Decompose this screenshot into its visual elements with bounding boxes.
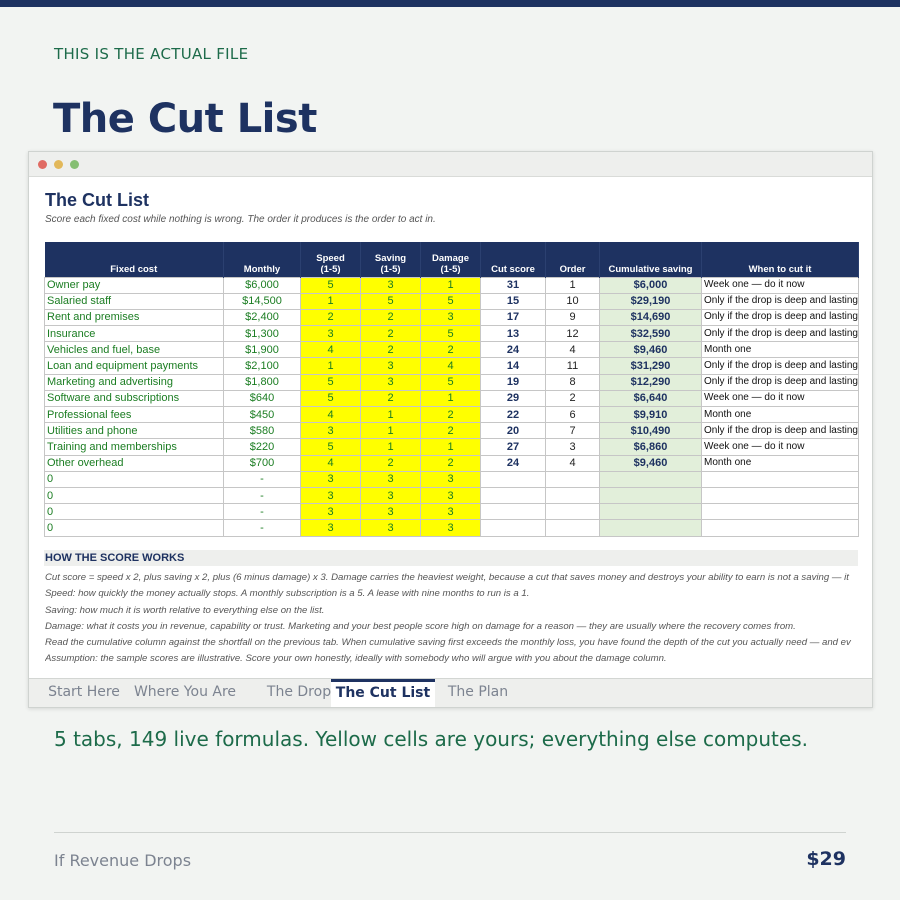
cut-score-cell[interactable] <box>481 487 546 503</box>
speed-input-cell[interactable]: 1 <box>301 293 361 309</box>
score-note: Cut score = speed x 2, plus saving x 2, plus (6 minus damage) x 3. Damage carries the heaviest weight, because a cut that saves money and destroys your ability to earn is not a saving — it <box>45 572 849 583</box>
maximize-window-dot-icon[interactable] <box>70 160 79 169</box>
saving-input-cell[interactable]: 1 <box>361 423 421 439</box>
tab-the-cut-list[interactable]: The Cut List <box>331 679 435 707</box>
monthly-cell[interactable]: $700 <box>224 455 301 471</box>
when-to-cut-cell[interactable] <box>702 471 859 487</box>
cumulative-saving-cell[interactable]: $14,690 <box>600 309 702 325</box>
when-to-cut-cell[interactable]: Week one — do it now <box>702 390 859 406</box>
table-row <box>45 309 859 325</box>
cut-score-cell[interactable]: 31 <box>481 277 546 293</box>
fixed-cost-cell[interactable]: Loan and equipment payments <box>45 358 224 374</box>
when-to-cut-cell[interactable]: Only if the drop is deep and lasting <box>702 309 859 325</box>
cumulative-saving-cell[interactable]: $29,190 <box>600 293 702 309</box>
fixed-cost-cell[interactable]: Training and memberships <box>45 439 224 455</box>
speed-input-cell[interactable]: 3 <box>301 520 361 536</box>
fixed-cost-cell[interactable]: Professional fees <box>45 407 224 423</box>
fixed-cost-cell[interactable]: Salaried staff <box>45 293 224 309</box>
spreadsheet-window <box>28 151 873 708</box>
order-cell[interactable]: 9 <box>546 309 600 325</box>
table-row <box>45 471 859 487</box>
speed-input-cell[interactable]: 2 <box>301 309 361 325</box>
tab-start-here[interactable]: Start Here <box>48 684 120 700</box>
damage-input-cell[interactable]: 3 <box>421 504 481 520</box>
monthly-cell[interactable]: $220 <box>224 439 301 455</box>
cumulative-saving-cell[interactable] <box>600 487 702 503</box>
saving-input-cell[interactable]: 1 <box>361 439 421 455</box>
col-damage-header[interactable]: Damage (1-5) <box>421 242 481 277</box>
monthly-cell[interactable]: - <box>224 520 301 536</box>
col-cumulative-saving-header[interactable]: Cumulative saving <box>600 242 702 277</box>
saving-input-cell[interactable]: 3 <box>361 504 421 520</box>
when-to-cut-cell[interactable]: Week one — do it now <box>702 439 859 455</box>
eyebrow-text: THIS IS THE ACTUAL FILE <box>54 45 249 63</box>
cut-score-cell[interactable]: 13 <box>481 326 546 342</box>
fixed-cost-cell[interactable]: 0 <box>45 471 224 487</box>
saving-input-cell[interactable]: 2 <box>361 455 421 471</box>
score-note: Saving: how much it is worth relative to everything else on the list. <box>45 604 325 616</box>
fixed-cost-cell[interactable]: Utilities and phone <box>45 423 224 439</box>
fixed-cost-cell[interactable]: Rent and premises <box>45 309 224 325</box>
sheet-subtitle: Score each fixed cost while nothing is wrong. The order it produces is the order to act in. <box>45 214 436 225</box>
when-to-cut-cell[interactable]: Only if the drop is deep and lasting <box>702 374 859 390</box>
order-cell[interactable]: 4 <box>546 455 600 471</box>
table-row <box>45 423 859 439</box>
how-score-works-heading: HOW THE SCORE WORKS <box>44 550 858 566</box>
score-notes <box>45 570 858 668</box>
saving-input-cell[interactable]: 5 <box>361 293 421 309</box>
table-row <box>45 504 859 520</box>
damage-input-cell[interactable]: 2 <box>421 455 481 471</box>
cut-score-cell[interactable]: 17 <box>481 309 546 325</box>
damage-input-cell[interactable]: 2 <box>421 423 481 439</box>
order-cell[interactable]: 6 <box>546 407 600 423</box>
cut-score-cell[interactable]: 29 <box>481 390 546 406</box>
monthly-cell[interactable]: - <box>224 471 301 487</box>
cut-score-cell[interactable]: 22 <box>481 407 546 423</box>
fixed-cost-cell[interactable]: Other overhead <box>45 455 224 471</box>
cut-score-cell[interactable]: 19 <box>481 374 546 390</box>
when-to-cut-cell[interactable]: Month one <box>702 407 859 423</box>
cut-score-cell[interactable] <box>481 504 546 520</box>
headline: The Cut List <box>53 96 317 142</box>
saving-input-cell[interactable]: 3 <box>361 374 421 390</box>
table-row <box>45 455 859 471</box>
table-row <box>45 342 859 358</box>
cut-score-cell[interactable] <box>481 471 546 487</box>
monthly-cell[interactable]: $1,900 <box>224 342 301 358</box>
order-cell[interactable]: 8 <box>546 374 600 390</box>
table-row <box>45 390 859 406</box>
cumulative-saving-cell[interactable]: $10,490 <box>600 423 702 439</box>
monthly-cell[interactable]: - <box>224 487 301 503</box>
saving-input-cell[interactable]: 2 <box>361 390 421 406</box>
fixed-cost-cell[interactable]: Vehicles and fuel, base <box>45 342 224 358</box>
when-to-cut-cell[interactable]: Only if the drop is deep and lasting <box>702 358 859 374</box>
table-row <box>45 407 859 423</box>
when-to-cut-cell[interactable]: Month one <box>702 342 859 358</box>
cumulative-saving-cell[interactable] <box>600 520 702 536</box>
cut-score-cell[interactable]: 27 <box>481 439 546 455</box>
damage-input-cell[interactable]: 1 <box>421 390 481 406</box>
order-cell[interactable]: 4 <box>546 342 600 358</box>
fixed-cost-cell[interactable]: 0 <box>45 520 224 536</box>
speed-input-cell[interactable]: 4 <box>301 342 361 358</box>
saving-input-cell[interactable]: 2 <box>361 342 421 358</box>
damage-input-cell[interactable]: 3 <box>421 309 481 325</box>
saving-input-cell[interactable]: 3 <box>361 471 421 487</box>
speed-input-cell[interactable]: 5 <box>301 277 361 293</box>
saving-input-cell[interactable]: 2 <box>361 309 421 325</box>
speed-input-cell[interactable]: 3 <box>301 326 361 342</box>
table-row <box>45 277 859 293</box>
table-header-row <box>45 242 859 277</box>
cumulative-saving-cell[interactable]: $6,860 <box>600 439 702 455</box>
order-cell[interactable]: 3 <box>546 439 600 455</box>
minimize-window-dot-icon[interactable] <box>54 160 63 169</box>
fixed-cost-cell[interactable]: Marketing and advertising <box>45 374 224 390</box>
sheet-title: The Cut List <box>45 190 149 210</box>
table-row <box>45 358 859 374</box>
cut-score-cell[interactable]: 24 <box>481 342 546 358</box>
cumulative-saving-cell[interactable]: $6,000 <box>600 277 702 293</box>
when-to-cut-cell[interactable]: Only if the drop is deep and lasting <box>702 423 859 439</box>
saving-input-cell[interactable]: 3 <box>361 277 421 293</box>
monthly-cell[interactable]: $14,500 <box>224 293 301 309</box>
cumulative-saving-cell[interactable]: $31,290 <box>600 358 702 374</box>
when-to-cut-cell[interactable]: Only if the drop is deep and lasting <box>702 326 859 342</box>
speed-input-cell[interactable]: 3 <box>301 504 361 520</box>
monthly-cell[interactable]: $1,800 <box>224 374 301 390</box>
saving-input-cell[interactable]: 3 <box>361 358 421 374</box>
damage-input-cell[interactable]: 5 <box>421 374 481 390</box>
cumulative-saving-cell[interactable]: $6,640 <box>600 390 702 406</box>
cut-score-cell[interactable]: 14 <box>481 358 546 374</box>
when-to-cut-cell[interactable] <box>702 487 859 503</box>
order-cell[interactable] <box>546 520 600 536</box>
table-row <box>45 520 859 536</box>
order-cell[interactable] <box>546 487 600 503</box>
damage-input-cell[interactable]: 3 <box>421 487 481 503</box>
cut-score-cell[interactable]: 20 <box>481 423 546 439</box>
damage-input-cell[interactable]: 3 <box>421 520 481 536</box>
footer-divider <box>54 832 846 833</box>
tab-the-plan[interactable]: The Plan <box>447 684 509 700</box>
speed-input-cell[interactable]: 4 <box>301 455 361 471</box>
window-chrome <box>29 152 872 177</box>
order-cell[interactable]: 1 <box>546 277 600 293</box>
table-row <box>45 487 859 503</box>
tab-the-drop[interactable]: The Drop <box>266 684 332 700</box>
speed-input-cell[interactable]: 5 <box>301 374 361 390</box>
cumulative-saving-cell[interactable]: $9,460 <box>600 455 702 471</box>
fixed-cost-cell[interactable]: 0 <box>45 487 224 503</box>
order-cell[interactable]: 10 <box>546 293 600 309</box>
cumulative-saving-cell[interactable]: $12,290 <box>600 374 702 390</box>
order-cell[interactable] <box>546 471 600 487</box>
cut-score-cell[interactable]: 24 <box>481 455 546 471</box>
monthly-cell[interactable]: $450 <box>224 407 301 423</box>
col-monthly-header[interactable]: Monthly <box>224 242 301 277</box>
table-row <box>45 374 859 390</box>
order-cell[interactable]: 11 <box>546 358 600 374</box>
order-cell[interactable] <box>546 504 600 520</box>
cumulative-saving-cell[interactable] <box>600 504 702 520</box>
damage-input-cell[interactable]: 5 <box>421 326 481 342</box>
monthly-cell[interactable]: $580 <box>224 423 301 439</box>
col-speed-header[interactable]: Speed (1-5) <box>301 242 361 277</box>
monthly-cell[interactable]: $1,300 <box>224 326 301 342</box>
score-note: Speed: how quickly the money actually stops. A monthly subscription is a 5. A lease with nine months to run is a 1. <box>45 588 530 600</box>
monthly-cell[interactable]: $2,100 <box>224 358 301 374</box>
order-cell[interactable]: 7 <box>546 423 600 439</box>
damage-input-cell[interactable]: 2 <box>421 407 481 423</box>
cut-list-table <box>44 242 859 537</box>
damage-input-cell[interactable]: 5 <box>421 293 481 309</box>
when-to-cut-cell[interactable]: Week one — do it now <box>702 277 859 293</box>
damage-input-cell[interactable]: 1 <box>421 439 481 455</box>
cumulative-saving-cell[interactable]: $32,590 <box>600 326 702 342</box>
order-cell[interactable]: 12 <box>546 326 600 342</box>
table-row <box>45 326 859 342</box>
when-to-cut-cell[interactable]: Month one <box>702 455 859 471</box>
score-note: Damage: what it costs you in revenue, capability or trust. Marketing and your best people score high on damage for a reason — they are usually where the recovery comes from. <box>45 620 796 632</box>
col-when-to-cut-header[interactable]: When to cut it <box>702 242 859 277</box>
saving-input-cell[interactable]: 2 <box>361 326 421 342</box>
speed-input-cell[interactable]: 3 <box>301 471 361 487</box>
cumulative-saving-cell[interactable]: $9,910 <box>600 407 702 423</box>
monthly-cell[interactable]: $2,400 <box>224 309 301 325</box>
saving-input-cell[interactable]: 3 <box>361 520 421 536</box>
score-note: Assumption: the sample scores are illustrative. Score your own honestly, ideally with somebody who will argue with you about the damage column. <box>45 653 667 665</box>
speed-input-cell[interactable]: 3 <box>301 423 361 439</box>
top-accent-bar <box>0 0 900 7</box>
fixed-cost-cell[interactable]: Insurance <box>45 326 224 342</box>
when-to-cut-cell[interactable]: Only if the drop is deep and lasting <box>702 293 859 309</box>
fixed-cost-cell[interactable]: Software and subscriptions <box>45 390 224 406</box>
when-to-cut-cell[interactable] <box>702 520 859 536</box>
col-order-header[interactable]: Order <box>546 242 600 277</box>
monthly-cell[interactable]: $6,000 <box>224 277 301 293</box>
when-to-cut-cell[interactable] <box>702 504 859 520</box>
monthly-cell[interactable]: - <box>224 504 301 520</box>
fixed-cost-cell[interactable]: 0 <box>45 504 224 520</box>
speed-input-cell[interactable]: 3 <box>301 487 361 503</box>
close-window-dot-icon[interactable] <box>38 160 47 169</box>
tagline: 5 tabs, 149 live formulas. Yellow cells are yours; everything else computes. <box>54 727 808 751</box>
damage-input-cell[interactable]: 1 <box>421 277 481 293</box>
cumulative-saving-cell[interactable]: $9,460 <box>600 342 702 358</box>
saving-input-cell[interactable]: 3 <box>361 487 421 503</box>
speed-input-cell[interactable]: 5 <box>301 439 361 455</box>
fixed-cost-cell[interactable]: Owner pay <box>45 277 224 293</box>
speed-input-cell[interactable]: 4 <box>301 407 361 423</box>
cut-score-cell[interactable] <box>481 520 546 536</box>
speed-input-cell[interactable]: 1 <box>301 358 361 374</box>
monthly-cell[interactable]: $640 <box>224 390 301 406</box>
damage-input-cell[interactable]: 2 <box>421 342 481 358</box>
price: $29 <box>806 848 846 870</box>
table-row <box>45 293 859 309</box>
tab-where-you-are[interactable]: Where You Are <box>133 684 237 700</box>
table-body <box>45 277 859 536</box>
damage-input-cell[interactable]: 3 <box>421 471 481 487</box>
col-cut-score-header[interactable]: Cut score <box>481 242 546 277</box>
saving-input-cell[interactable]: 1 <box>361 407 421 423</box>
table-row <box>45 439 859 455</box>
speed-input-cell[interactable]: 5 <box>301 390 361 406</box>
col-saving-header[interactable]: Saving (1-5) <box>361 242 421 277</box>
cumulative-saving-cell[interactable] <box>600 471 702 487</box>
cut-score-cell[interactable]: 15 <box>481 293 546 309</box>
damage-input-cell[interactable]: 4 <box>421 358 481 374</box>
order-cell[interactable]: 2 <box>546 390 600 406</box>
sheet-tab-bar <box>29 678 873 707</box>
col-fixed-cost-header[interactable]: Fixed cost <box>45 242 224 277</box>
product-name: If Revenue Drops <box>54 851 192 870</box>
score-note: Read the cumulative column against the shortfall on the previous tab. When cumulative saving first exceeds the monthly loss, you have found the depth of the cut you actually need — and ev <box>45 637 851 649</box>
